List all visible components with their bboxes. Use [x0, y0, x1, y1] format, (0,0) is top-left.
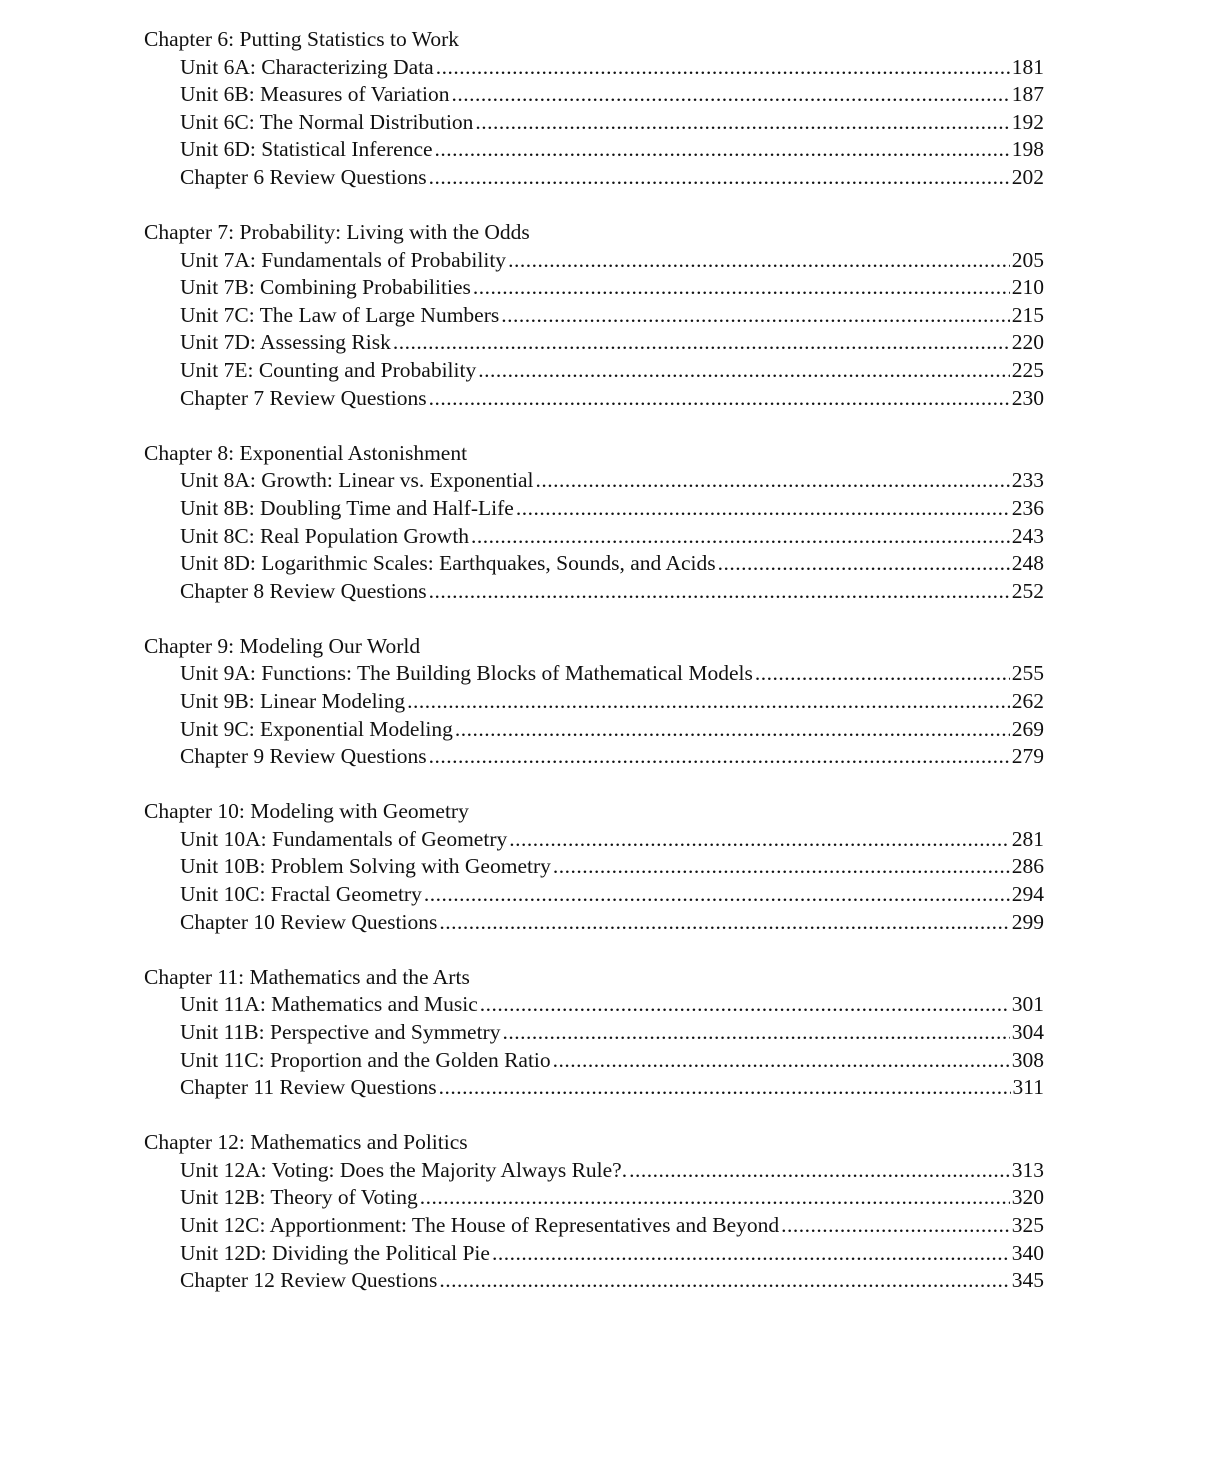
- toc-entry-label: Chapter 7 Review Questions: [180, 385, 427, 410]
- chapter-entries: [144, 467, 1044, 605]
- toc-entry[interactable]: [144, 247, 1044, 275]
- toc-entry-label: Unit 12C: Apportionment: The House of Representatives and Beyond: [180, 1212, 780, 1237]
- toc-entry[interactable]: [144, 1212, 1044, 1240]
- toc-entry[interactable]: [144, 1074, 1044, 1102]
- toc-entry-page-number: 252: [1011, 578, 1044, 603]
- dot-leader: [452, 81, 1010, 109]
- toc-entry[interactable]: [144, 991, 1044, 1019]
- dot-leader: [781, 1212, 1010, 1240]
- chapter-title: Chapter 10: Modeling with Geometry: [144, 799, 469, 824]
- toc-entry-page-number: 345: [1011, 1268, 1044, 1293]
- toc-entry[interactable]: [144, 826, 1044, 854]
- dot-leader: [436, 54, 1010, 82]
- toc-entry-label: Chapter 9 Review Questions: [180, 744, 427, 769]
- toc-entry[interactable]: [144, 743, 1044, 771]
- toc-entry[interactable]: [144, 467, 1044, 495]
- toc-entry-label: Chapter 8 Review Questions: [180, 578, 427, 603]
- dot-leader: [509, 826, 1010, 854]
- toc-entry-page-number: 340: [1011, 1240, 1044, 1265]
- dot-leader: [407, 688, 1010, 716]
- toc-entry[interactable]: [144, 578, 1044, 606]
- chapter-section: [144, 1129, 1044, 1295]
- toc-entry-page-number: 230: [1011, 385, 1044, 410]
- toc-entry[interactable]: [144, 660, 1044, 688]
- dot-leader: [502, 1019, 1009, 1047]
- toc-entry-label: Unit 7D: Assessing Risk: [180, 330, 391, 355]
- toc-entry-page-number: 225: [1011, 358, 1044, 383]
- toc-entry-label: Unit 11C: Proportion and the Golden Ratio: [180, 1047, 551, 1072]
- toc-entry[interactable]: [144, 81, 1044, 109]
- toc-entry-label: Unit 6D: Statistical Inference: [180, 137, 433, 162]
- dot-leader: [553, 1047, 1010, 1075]
- chapter-section: [144, 633, 1044, 771]
- dot-leader: [439, 1267, 1009, 1295]
- chapter-title: Chapter 9: Modeling Our World: [144, 633, 421, 658]
- toc-entry-label: Chapter 12 Review Questions: [180, 1268, 438, 1293]
- chapter-entries: [144, 1157, 1044, 1295]
- chapter-title: Chapter 7: Probability: Living with the Odds: [144, 220, 530, 245]
- toc-entry-page-number: 262: [1011, 688, 1044, 713]
- toc-entry[interactable]: [144, 1267, 1044, 1295]
- toc-entry-label: Chapter 6 Review Questions: [180, 164, 427, 189]
- toc-entry-page-number: 181: [1011, 54, 1044, 79]
- dot-leader: [439, 909, 1009, 937]
- toc-entry-page-number: 248: [1011, 551, 1044, 576]
- dot-leader: [629, 1157, 1010, 1185]
- toc-entry[interactable]: [144, 1047, 1044, 1075]
- chapter-title: Chapter 6: Putting Statistics to Work: [144, 27, 459, 51]
- toc-entry-label: Chapter 10 Review Questions: [180, 909, 438, 934]
- toc-entry[interactable]: [144, 274, 1044, 302]
- dot-leader: [424, 881, 1010, 909]
- toc-entry[interactable]: [144, 688, 1044, 716]
- toc-entry[interactable]: [144, 302, 1044, 330]
- chapter-section: [144, 440, 1044, 606]
- chapter-section: [144, 964, 1044, 1102]
- toc-entry[interactable]: [144, 716, 1044, 744]
- toc-entry-page-number: 198: [1011, 137, 1044, 162]
- chapter-section: [144, 26, 1044, 192]
- dot-leader: [478, 357, 1010, 385]
- toc-entry-page-number: 215: [1011, 302, 1044, 327]
- toc-entry-label: Unit 6C: The Normal Distribution: [180, 109, 474, 134]
- toc-entry-label: Unit 12B: Theory of Voting: [180, 1185, 418, 1210]
- table-of-contents: [144, 26, 1044, 1322]
- toc-entry-label: Unit 7B: Combining Probabilities: [180, 275, 471, 300]
- toc-entry-page-number: 294: [1011, 882, 1044, 907]
- toc-entry-page-number: 301: [1011, 992, 1044, 1017]
- toc-entry-label: Unit 10A: Fundamentals of Geometry: [180, 826, 508, 851]
- toc-entry-page-number: 236: [1011, 495, 1044, 520]
- chapter-title: Chapter 12: Mathematics and Politics: [144, 1130, 468, 1155]
- toc-entry-page-number: 202: [1011, 164, 1044, 189]
- toc-entry[interactable]: [144, 357, 1044, 385]
- toc-entry-page-number: 243: [1011, 523, 1044, 548]
- toc-entry-page-number: 313: [1011, 1157, 1044, 1182]
- chapter-entries: [144, 247, 1044, 413]
- toc-entry-label: Unit 9C: Exponential Modeling: [180, 716, 453, 741]
- toc-entry[interactable]: [144, 523, 1044, 551]
- chapter-title: Chapter 8: Exponential Astonishment: [144, 440, 468, 465]
- dot-leader: [475, 109, 1009, 137]
- toc-entry-page-number: 304: [1011, 1019, 1044, 1044]
- dot-leader: [553, 853, 1010, 881]
- toc-entry-page-number: 299: [1011, 909, 1044, 934]
- dot-leader: [755, 660, 1010, 688]
- toc-entry[interactable]: [144, 1157, 1044, 1185]
- toc-entry-page-number: 281: [1011, 826, 1044, 851]
- toc-entry-label: Unit 7A: Fundamentals of Probability: [180, 247, 507, 272]
- toc-entry[interactable]: [144, 136, 1044, 164]
- dot-leader: [480, 991, 1010, 1019]
- toc-entry-page-number: 205: [1011, 247, 1044, 272]
- toc-entry-label: Unit 6A: Characterizing Data: [180, 54, 434, 79]
- toc-entry-page-number: 192: [1011, 109, 1044, 134]
- toc-entry-page-number: 308: [1011, 1047, 1044, 1072]
- toc-entry[interactable]: [144, 909, 1044, 937]
- toc-entry-label: Unit 8D: Logarithmic Scales: Earthquakes, Sounds, and Acids: [180, 551, 716, 576]
- dot-leader: [501, 302, 1010, 330]
- toc-entry-label: Unit 11B: Perspective and Symmetry: [180, 1019, 501, 1044]
- toc-entry-page-number: 320: [1011, 1185, 1044, 1210]
- chapter-entries: [144, 991, 1044, 1101]
- toc-entry-page-number: 187: [1011, 82, 1044, 107]
- toc-entry-page-number: 255: [1011, 661, 1044, 686]
- toc-entry-label: Unit 10B: Problem Solving with Geometry: [180, 854, 551, 879]
- toc-entry-label: Unit 11A: Mathematics and Music: [180, 992, 478, 1017]
- dot-leader: [492, 1240, 1010, 1268]
- dot-leader: [455, 716, 1010, 744]
- toc-entry-page-number: 311: [1012, 1075, 1044, 1100]
- dot-leader: [429, 385, 1010, 413]
- toc-entry-label: Unit 12A: Voting: Does the Majority Always Rule?.: [180, 1157, 628, 1182]
- toc-entry-page-number: 279: [1011, 744, 1044, 769]
- toc-entry-label: Unit 6B: Measures of Variation: [180, 82, 450, 107]
- toc-entry[interactable]: [144, 1019, 1044, 1047]
- toc-entry-label: Unit 7E: Counting and Probability: [180, 358, 477, 383]
- toc-entry-label: Unit 12D: Dividing the Political Pie: [180, 1240, 490, 1265]
- toc-entry-page-number: 210: [1011, 275, 1044, 300]
- dot-leader: [435, 136, 1010, 164]
- toc-entry-page-number: 325: [1011, 1212, 1044, 1237]
- toc-entry[interactable]: [144, 329, 1044, 357]
- toc-entry[interactable]: [144, 109, 1044, 137]
- chapter-entries: [144, 54, 1044, 192]
- chapter-entries: [144, 660, 1044, 770]
- toc-entry[interactable]: [144, 1184, 1044, 1212]
- toc-entry-page-number: 269: [1011, 716, 1044, 741]
- dot-leader: [508, 247, 1010, 275]
- toc-entry-label: Unit 7C: The Law of Large Numbers: [180, 302, 500, 327]
- dot-leader: [429, 578, 1010, 606]
- dot-leader: [473, 274, 1010, 302]
- toc-entry-label: Unit 9B: Linear Modeling: [180, 688, 406, 713]
- toc-entry[interactable]: [144, 550, 1044, 578]
- dot-leader: [471, 523, 1010, 551]
- toc-entry-page-number: 233: [1011, 468, 1044, 493]
- dot-leader: [393, 329, 1010, 357]
- toc-entry[interactable]: [144, 385, 1044, 413]
- toc-entry[interactable]: [144, 881, 1044, 909]
- toc-entry-label: Unit 8B: Doubling Time and Half-Life: [180, 495, 514, 520]
- toc-entry-label: Unit 8A: Growth: Linear vs. Exponential: [180, 468, 534, 493]
- toc-entry[interactable]: [144, 1240, 1044, 1268]
- dot-leader: [439, 1074, 1011, 1102]
- dot-leader: [536, 467, 1010, 495]
- dot-leader: [516, 495, 1010, 523]
- toc-entry[interactable]: [144, 853, 1044, 881]
- dot-leader: [420, 1184, 1010, 1212]
- toc-entry-page-number: 220: [1011, 330, 1044, 355]
- toc-entry[interactable]: [144, 495, 1044, 523]
- dot-leader: [718, 550, 1010, 578]
- toc-entry-label: Unit 10C: Fractal Geometry: [180, 882, 422, 907]
- toc-entry-label: Unit 9A: Functions: The Building Blocks of Mathematical Models: [180, 661, 753, 686]
- toc-entry[interactable]: [144, 164, 1044, 192]
- toc-entry-page-number: 286: [1011, 854, 1044, 879]
- chapter-title: Chapter 11: Mathematics and the Arts: [144, 964, 470, 989]
- chapter-section: [144, 798, 1044, 936]
- dot-leader: [429, 164, 1010, 192]
- toc-entry-label: Unit 8C: Real Population Growth: [180, 523, 470, 548]
- toc-entry[interactable]: [144, 54, 1044, 82]
- dot-leader: [429, 743, 1010, 771]
- toc-entry-label: Chapter 11 Review Questions: [180, 1075, 437, 1100]
- chapter-section: [144, 219, 1044, 412]
- chapter-entries: [144, 826, 1044, 936]
